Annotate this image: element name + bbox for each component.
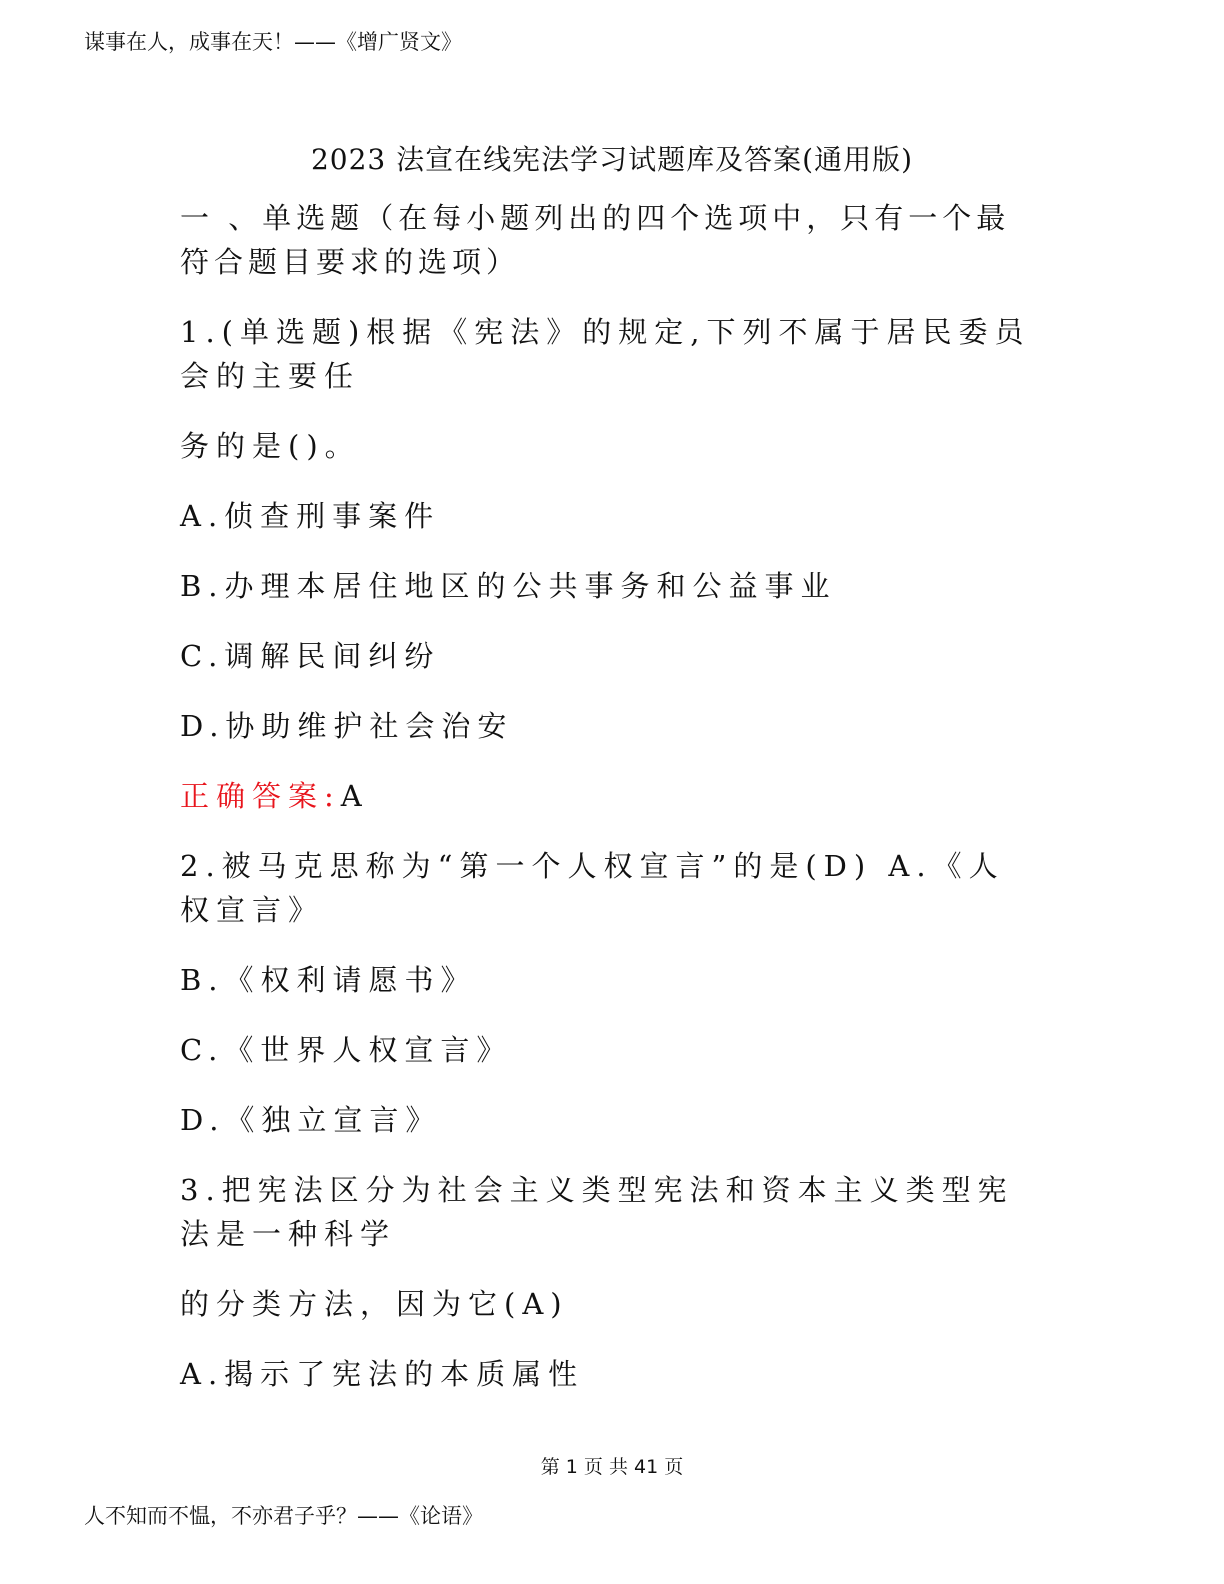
answer-label: 正确答案:	[180, 779, 341, 813]
question-2-option-b: B.《权利请愿书》	[180, 963, 477, 997]
document-title: 2023 法宣在线宪法学习试题库及答案(通用版)	[310, 143, 913, 176]
document-body	[180, 196, 1040, 1396]
question-1-option-a: A.侦查刑事案件	[180, 499, 441, 533]
header-quote: 谋事在人，成事在天！——《增广贤文》	[84, 30, 462, 54]
question-1-stem: 1.(单选题)根据《宪法》的规定,下列不属于居民委员会的主要任	[180, 315, 1031, 393]
question-1-answer	[180, 774, 1040, 818]
footer-quote: 人不知而不愠，不亦君子乎？——《论语》	[84, 1504, 483, 1528]
section-heading: 一 、单选题（在每小题列出的四个选项中，只有一个最符合题目要求的选项）	[180, 201, 1011, 279]
question-1-stem-continued: 务的是()。	[180, 429, 361, 463]
question-3-stem-continued: 的分类方法，因为它(A)	[180, 1287, 569, 1321]
question-1-option-c: C.调解民间纠纷	[180, 639, 441, 673]
question-3-stem: 3.把宪法区分为社会主义类型宪法和资本主义类型宪法是一种科学	[180, 1173, 1014, 1251]
question-2-option-d: D.《独立宣言》	[180, 1103, 442, 1137]
question-2-option-c: C.《世界人权宣言》	[180, 1033, 513, 1067]
page-number: 第 1 页 共 41 页	[540, 1456, 684, 1478]
question-2-stem: 2.被马克思称为“第一个人权宣言”的是(D) A.《人权宣言》	[180, 849, 1005, 927]
answer-value: A	[340, 779, 369, 813]
question-1-option-b: B.办理本居住地区的公共事务和公益事业	[180, 569, 837, 603]
question-1-option-d: D.协助维护社会治安	[180, 709, 514, 743]
question-3-option-a: A.揭示了宪法的本质属性	[180, 1357, 585, 1391]
